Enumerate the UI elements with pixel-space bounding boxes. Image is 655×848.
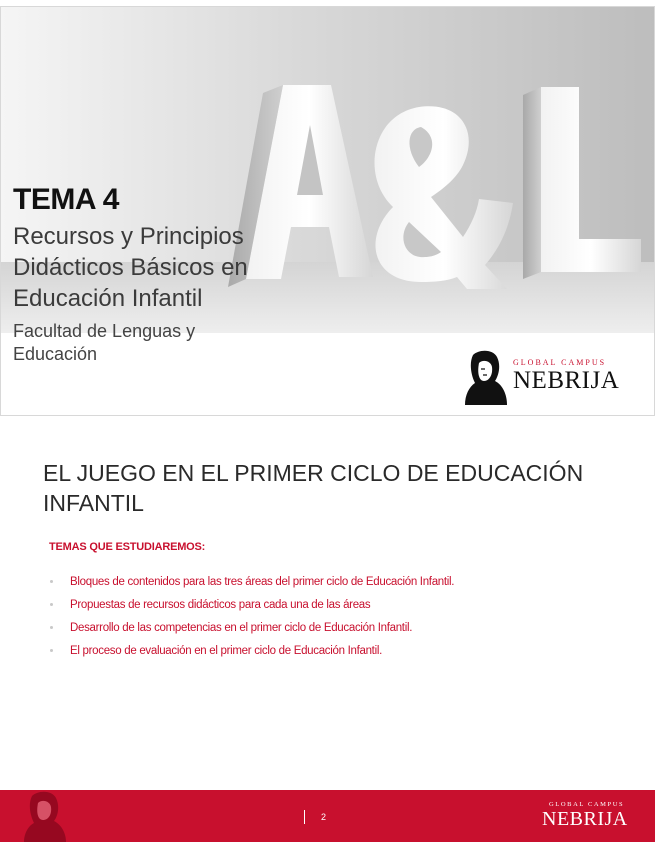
list-item	[50, 622, 454, 645]
topic-text: Bloques de contenidos para las tres áreas del primer ciclo de Educación Infantil.	[70, 576, 455, 588]
cover-title: TEMA 4	[13, 183, 119, 216]
portrait-icon	[461, 347, 507, 405]
cover-subtitle: Recursos y Principios Didácticos Básicos en Educación Infantil	[13, 223, 248, 312]
topic-text: El proceso de evaluación en el primer ciclo de Educación Infantil.	[70, 645, 382, 657]
bullet-icon	[50, 649, 53, 652]
section-heading: EL JUEGO EN EL PRIMER CICLO DE EDUCACIÓN INFANTIL	[43, 460, 584, 516]
nebrija-logo	[461, 347, 631, 405]
topic-list	[50, 576, 454, 668]
logo-global-campus: GLOBAL CAMPUS	[513, 358, 607, 367]
footer-divider	[304, 810, 305, 824]
page-footer	[0, 790, 655, 842]
list-item	[50, 576, 454, 599]
topic-text: Desarrollo de las competencias en el primer ciclo de Educación Infantil.	[70, 622, 413, 634]
topic-text: Propuestas de recursos didácticos para cada una de las áreas	[70, 599, 371, 611]
footer-logo-global-campus: GLOBAL CAMPUS	[549, 801, 625, 808]
topics-heading: TEMAS QUE ESTUDIAREMOS:	[49, 541, 206, 553]
bullet-icon	[50, 580, 53, 583]
cover-page	[0, 6, 655, 416]
bullet-icon	[50, 626, 53, 629]
footer-portrait-icon	[22, 790, 66, 842]
footer-logo-nebrija: NEBRIJA	[542, 808, 628, 830]
list-item	[50, 599, 454, 622]
page-number: 2	[321, 812, 327, 822]
list-item	[50, 645, 454, 668]
logo-nebrija: NEBRIJA	[513, 367, 620, 394]
cover-faculty: Facultad de Lenguas y Educación	[13, 321, 196, 364]
bullet-icon	[50, 603, 53, 606]
